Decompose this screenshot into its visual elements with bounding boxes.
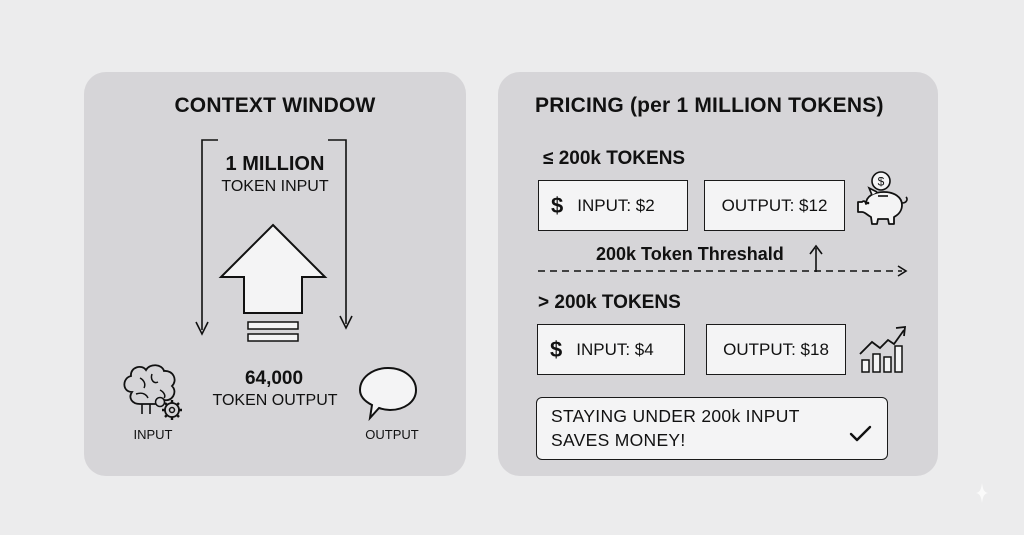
tier-low-output-price: OUTPUT: $12 bbox=[721, 195, 828, 215]
savings-note bbox=[536, 397, 888, 460]
input-amount: 1 MILLION bbox=[225, 153, 325, 175]
savings-note-line2: SAVES MONEY! bbox=[551, 430, 686, 450]
tier-high-output-box bbox=[706, 324, 846, 375]
input-label: TOKEN INPUT bbox=[221, 178, 329, 195]
dollar-icon: $ bbox=[550, 336, 563, 362]
output-amount: 64,000 bbox=[244, 368, 304, 389]
tier-high-input-box bbox=[537, 324, 685, 375]
bubble-label: OUTPUT bbox=[365, 427, 419, 442]
speech-bubble-icon bbox=[358, 364, 422, 420]
savings-note-line1: STAYING UNDER 200k INPUT bbox=[551, 406, 800, 426]
context-window-panel bbox=[84, 72, 466, 476]
tier-high-heading: > 200k TOKENS bbox=[538, 292, 681, 313]
pricing-title: PRICING (per 1 MILLION TOKENS) bbox=[535, 94, 884, 117]
context-window-title: CONTEXT WINDOW bbox=[174, 94, 376, 117]
dollar-icon: $ bbox=[551, 192, 564, 218]
brain-label: INPUT bbox=[133, 427, 173, 442]
tier-high-input-price: INPUT: $4 bbox=[576, 339, 654, 359]
growth-chart-icon bbox=[858, 324, 912, 374]
threshold-label: 200k Token Threshald bbox=[596, 244, 784, 264]
tier-high-output-price: OUTPUT: $18 bbox=[723, 339, 829, 359]
sparkle-icon bbox=[975, 482, 989, 504]
checkmark-icon bbox=[849, 424, 873, 444]
brain-gears-icon bbox=[120, 362, 190, 424]
tier-low-input-price: INPUT: $2 bbox=[577, 195, 655, 215]
pricing-panel bbox=[498, 72, 938, 476]
output-label: TOKEN OUTPUT bbox=[212, 392, 338, 409]
tier-low-heading: ≤ 200k TOKENS bbox=[543, 148, 686, 169]
piggy-dollar-sign: $ bbox=[877, 174, 885, 189]
